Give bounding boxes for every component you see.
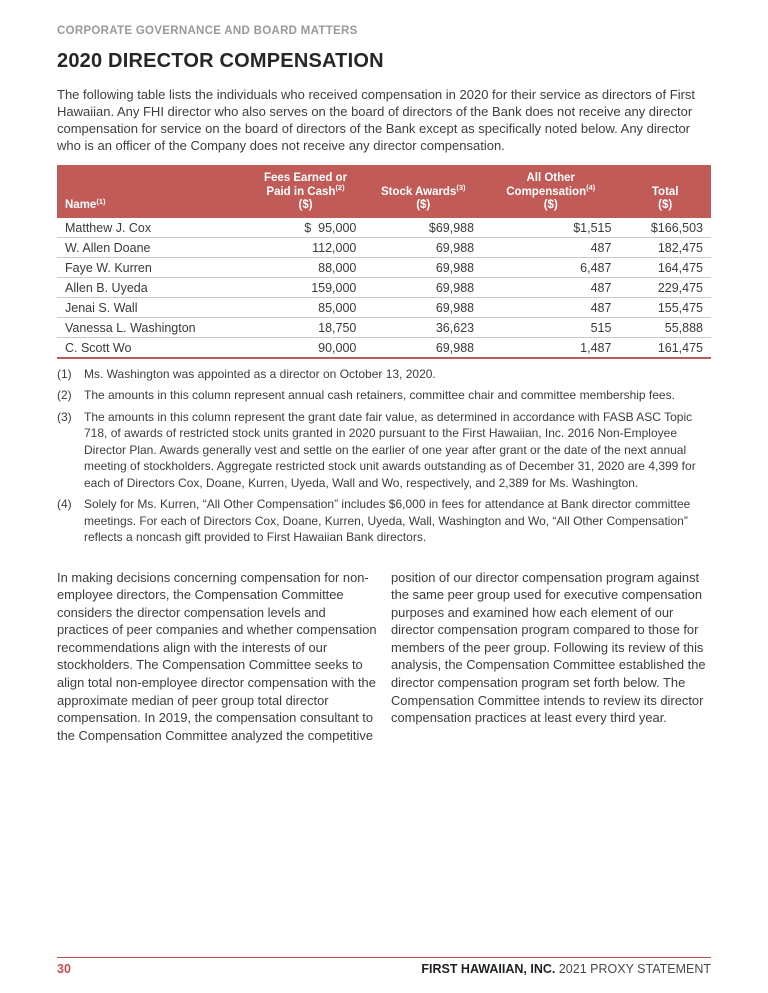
footnote-2 bbox=[57, 387, 711, 404]
cell-other-compensation: 515 bbox=[482, 317, 619, 337]
cell-fees: $ 95,000 bbox=[247, 218, 365, 238]
col-header-fees-label: Paid in Cash bbox=[266, 185, 336, 198]
body-column-right: position of our director compensation program against the same peer group used for executive compensation purposes and examined how each element of our director compensation program compared to those for members of the peer group. Following its review of this analysis, the Compensation Committee established the director compensation program set forth below. The Compensation Committee intends to review its director compensation practices at least every third year. bbox=[391, 569, 706, 726]
cell-fees: 18,750 bbox=[247, 317, 365, 337]
cell-stock-awards: 69,988 bbox=[364, 277, 482, 297]
cell-stock-awards: 69,988 bbox=[364, 337, 482, 358]
two-column-body bbox=[57, 569, 711, 745]
col-header-stock-line1 bbox=[372, 183, 474, 200]
cell-fees: 85,000 bbox=[247, 297, 365, 317]
cell-total: 164,475 bbox=[619, 257, 711, 277]
cell-director-name: Jenai S. Wall bbox=[57, 297, 247, 317]
col-header-fees-line2 bbox=[255, 183, 357, 200]
table-header bbox=[57, 165, 711, 218]
cell-stock-awards: 69,988 bbox=[364, 297, 482, 317]
footnote-ref-1: (1) bbox=[96, 196, 106, 206]
col-header-other-unit: ($) bbox=[543, 199, 558, 211]
cell-director-name: Faye W. Kurren bbox=[57, 257, 247, 277]
col-header-fees-line1: Fees Earned or bbox=[263, 172, 348, 184]
col-header-name bbox=[57, 165, 247, 218]
footnote-text: Solely for Ms. Kurren, “All Other Compensation” includes $6,000 in fees for attendance at Bank director committee meetings. For each of Directors Cox, Doane, Kurren, Uyeda, Wall, Washington and Wo, “All Other Compensation” reflects a noncash gift provided to First Hawaiian Bank directors. bbox=[84, 497, 691, 544]
company-name: FIRST HAWAIIAN, INC. bbox=[421, 962, 556, 976]
col-header-total-label: Total bbox=[651, 185, 679, 198]
cell-total: $166,503 bbox=[619, 218, 711, 238]
cell-fees: 159,000 bbox=[247, 277, 365, 297]
cell-fees: 90,000 bbox=[247, 337, 365, 358]
table-row bbox=[57, 218, 711, 238]
col-header-fees-unit: ($) bbox=[298, 199, 313, 211]
footnote-text: The amounts in this column represent the grant date fair value, as determined in accordance with FASB ASC Topic 718, of awards of restricted stock units granted in 2020 pursuant to the First Hawaiian, Inc. 2016 Non-Employee Director Plan. Awards generally vest and settle on the earlier of one year after grant or the date of the next annual meeting of stockholders. Aggregate restricted stock unit awards outstanding as of December 31, 2020 are 4,399 for each of Directors Cox, Doane, Kurren, Uyeda, Wall and Wo, respectively, and 2,389 for Ms. Washington. bbox=[84, 409, 696, 490]
cell-other-compensation: $1,515 bbox=[482, 218, 619, 238]
col-header-other-label: Compensation bbox=[506, 185, 587, 198]
cell-other-compensation: 6,487 bbox=[482, 257, 619, 277]
page-title: 2020 DIRECTOR COMPENSATION bbox=[57, 50, 384, 72]
cell-other-compensation: 487 bbox=[482, 277, 619, 297]
col-header-other-line1: All Other bbox=[526, 172, 576, 184]
footnote-number: (4) bbox=[57, 497, 72, 511]
cell-stock-awards: 36,623 bbox=[364, 317, 482, 337]
table-row bbox=[57, 297, 711, 317]
cell-stock-awards: $69,988 bbox=[364, 218, 482, 238]
col-header-total bbox=[619, 165, 711, 218]
table-body bbox=[57, 218, 711, 358]
table-row bbox=[57, 337, 711, 358]
footnote-number: (2) bbox=[57, 388, 72, 402]
director-compensation-table bbox=[57, 165, 711, 359]
page-number: 30 bbox=[57, 962, 71, 976]
cell-total: 182,475 bbox=[619, 237, 711, 257]
table-header-row bbox=[57, 165, 711, 218]
footnote-ref-4: (4) bbox=[586, 183, 596, 192]
col-header-name-label: Name bbox=[65, 199, 97, 211]
footnote-text: Ms. Washington was appointed as a director on October 13, 2020. bbox=[84, 366, 436, 381]
footnotes-list bbox=[57, 366, 711, 546]
col-header-other bbox=[482, 165, 619, 218]
cell-other-compensation: 487 bbox=[482, 237, 619, 257]
cell-total: 161,475 bbox=[619, 337, 711, 358]
footnote-1 bbox=[57, 366, 711, 383]
footnote-number: (1) bbox=[57, 366, 72, 381]
cell-total: 155,475 bbox=[619, 297, 711, 317]
col-header-stock bbox=[364, 165, 482, 218]
col-header-fees bbox=[247, 165, 365, 218]
cell-other-compensation: 1,487 bbox=[482, 337, 619, 358]
table-row bbox=[57, 237, 711, 257]
page-footer bbox=[57, 957, 711, 976]
footnote-number: (3) bbox=[57, 409, 72, 424]
col-header-total-unit: ($) bbox=[658, 199, 673, 211]
table-row bbox=[57, 277, 711, 297]
col-header-stock-unit: ($) bbox=[416, 199, 431, 211]
body-column-left: In making decisions concerning compensation for non-employee directors, the Compensation Committee considers the director compensation levels and practices of peer companies and whether compensation recommendations align with the interests of our stockholders. The Compensation Committee seeks to align total non-employee director compensation with the approximate median of peer group total director compensation. In 2019, the compensation consultant to the Compensation Committee analyzed the competitive bbox=[57, 569, 377, 743]
cell-fees: 88,000 bbox=[247, 257, 365, 277]
cell-total: 229,475 bbox=[619, 277, 711, 297]
cell-other-compensation: 487 bbox=[482, 297, 619, 317]
table-row bbox=[57, 317, 711, 337]
intro-paragraph: The following table lists the individuals who received compensation in 2020 for their service as directors of First Hawaiian. Any FHI director who also serves on the board of directors of the Bank does not receive any director compensation for service on the board of directors of the Bank except as specifically noted below. Any director who is an officer of the Company does not receive any director compensation. bbox=[57, 87, 696, 153]
footer-source-line bbox=[421, 962, 711, 976]
cell-director-name: W. Allen Doane bbox=[57, 237, 247, 257]
footnote-4 bbox=[57, 496, 711, 546]
document-name: 2021 PROXY STATEMENT bbox=[558, 962, 711, 976]
col-header-other-line2 bbox=[490, 183, 611, 200]
cell-fees: 112,000 bbox=[247, 237, 365, 257]
footnote-ref-2: (2) bbox=[335, 183, 345, 192]
cell-director-name: Allen B. Uyeda bbox=[57, 277, 247, 297]
footnote-3 bbox=[57, 409, 711, 492]
cell-stock-awards: 69,988 bbox=[364, 257, 482, 277]
cell-stock-awards: 69,988 bbox=[364, 237, 482, 257]
cell-director-name: Vanessa L. Washington bbox=[57, 317, 247, 337]
footnote-text: The amounts in this column represent annual cash retainers, committee chair and committee membership fees. bbox=[84, 388, 675, 402]
col-header-stock-label: Stock Awards bbox=[380, 185, 457, 198]
footnote-ref-3: (3) bbox=[456, 183, 466, 192]
cell-director-name: Matthew J. Cox bbox=[57, 218, 247, 238]
cell-total: 55,888 bbox=[619, 317, 711, 337]
section-kicker: CORPORATE GOVERNANCE AND BOARD MATTERS bbox=[57, 25, 358, 37]
cell-director-name: C. Scott Wo bbox=[57, 337, 247, 358]
table-row bbox=[57, 257, 711, 277]
